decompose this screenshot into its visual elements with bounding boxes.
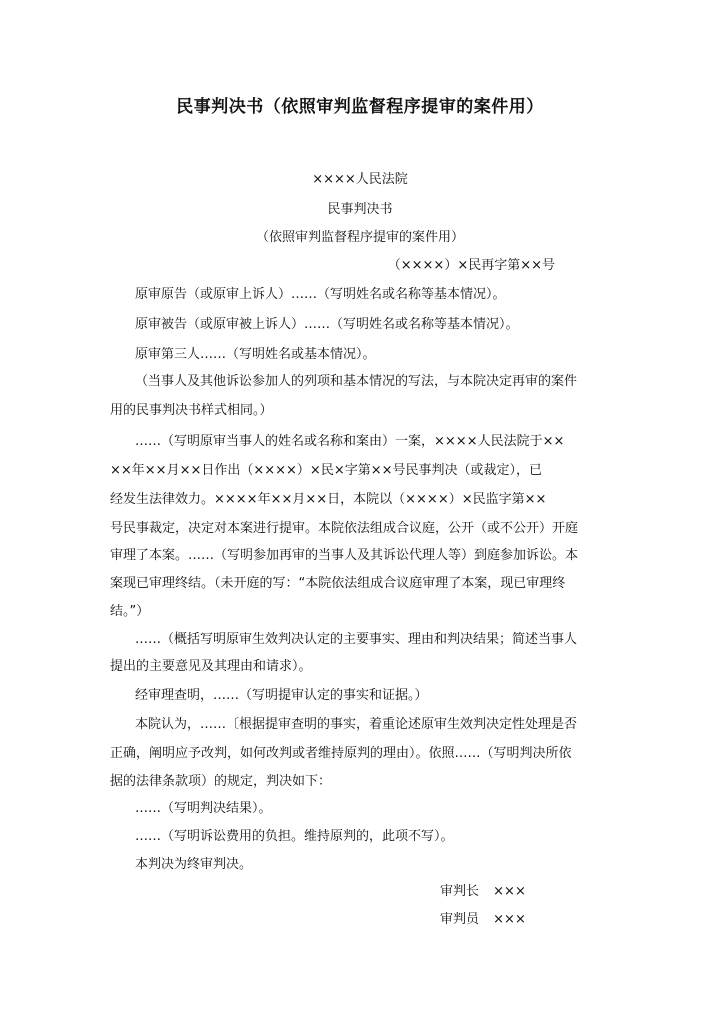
paragraph-reasoning-line: 据的法律条款项）的规定，判决如下： [110,774,332,789]
case-number: （××××）×民再字第××号 [387,258,555,273]
paragraph-case-line: 号民事裁定，决定对本案进行提审。本院依法组成合议庭，公开（或不公开）开庭 [110,521,579,536]
paragraph-case-line: 结。”） [110,604,150,619]
signature-name: ××× [493,912,526,927]
signature-line [440,908,526,927]
paragraph-case-line: 经发生法律效力。××××年××月××日，本院以（××××）×民监字第×× [110,492,547,507]
document-title: 民事判决书（依照审判监督程序提审的案件用） [176,97,544,117]
signature-line [440,880,526,899]
signature-name: ××× [493,884,526,899]
paragraph-final-judgment: 本判决为终审判决。 [135,857,253,872]
paragraph-original-facts-line: 提出的主要意见及其理由和请求）。 [110,659,312,674]
paragraph-third-party: 原审第三人……（写明姓名或基本情况）。 [135,347,376,362]
paragraph-plaintiff: 原审原告（或原审上诉人）……（写明姓名或名称等基本情况）。 [135,287,506,302]
court-name: ××××人民法院 [312,172,408,187]
document-name: 民事判决书 [327,202,393,217]
paragraph-judgment-result: ……（写明判决结果）。 [135,801,272,816]
document-subtitle: （依照审判监督程序提审的案件用） [255,230,464,245]
paragraph-case-line: ……（写明原审当事人的姓名或名称和案由）一案，××××人民法院于×× [135,434,565,449]
paragraph-case-line: 案现已审理终结。（未开庭的写：“本院依法组成合议庭审理了本案，现已审理终 [110,576,566,591]
paragraph-reasoning-line: 正确，阐明应予改判，如何改判或者维持原判的理由）。依照……（写明判决所依 [110,746,572,761]
paragraph-findings: 经审理查明，……（写明提审认定的事实和证据。） [135,688,428,703]
paragraph-case-line: 审理了本案。……（写明参加再审的当事人及其诉讼代理人等）到庭参加诉讼。本 [110,548,579,563]
paragraph-defendant: 原审被告（或原审被上诉人）……（写明姓名或名称等基本情况）。 [135,317,519,332]
paragraph-note-line: （当事人及其他诉讼参加人的列项和基本情况的写法，与本院决定再审的案件 [135,374,578,389]
paragraph-reasoning-line: 本院认为，……〔根据提审查明的事实，着重论述原审生效判决定性处理是否 [135,717,578,732]
paragraph-costs: ……（写明诉讼费用的负担。维持原判的，此项不写）。 [135,829,454,844]
paragraph-original-facts-line: ……（概括写明原审生效判决认定的主要事实、理由和判决结果；简述当事人 [135,632,578,647]
signature-role: 审判长 [440,884,480,899]
paragraph-note-line: 用的民事判决书样式相同。） [110,403,273,418]
paragraph-case-line: ××年××月××日作出（××××）×民×字第××号民事判决（或裁定），已 [110,463,542,478]
signature-role: 审判员 [440,912,480,927]
